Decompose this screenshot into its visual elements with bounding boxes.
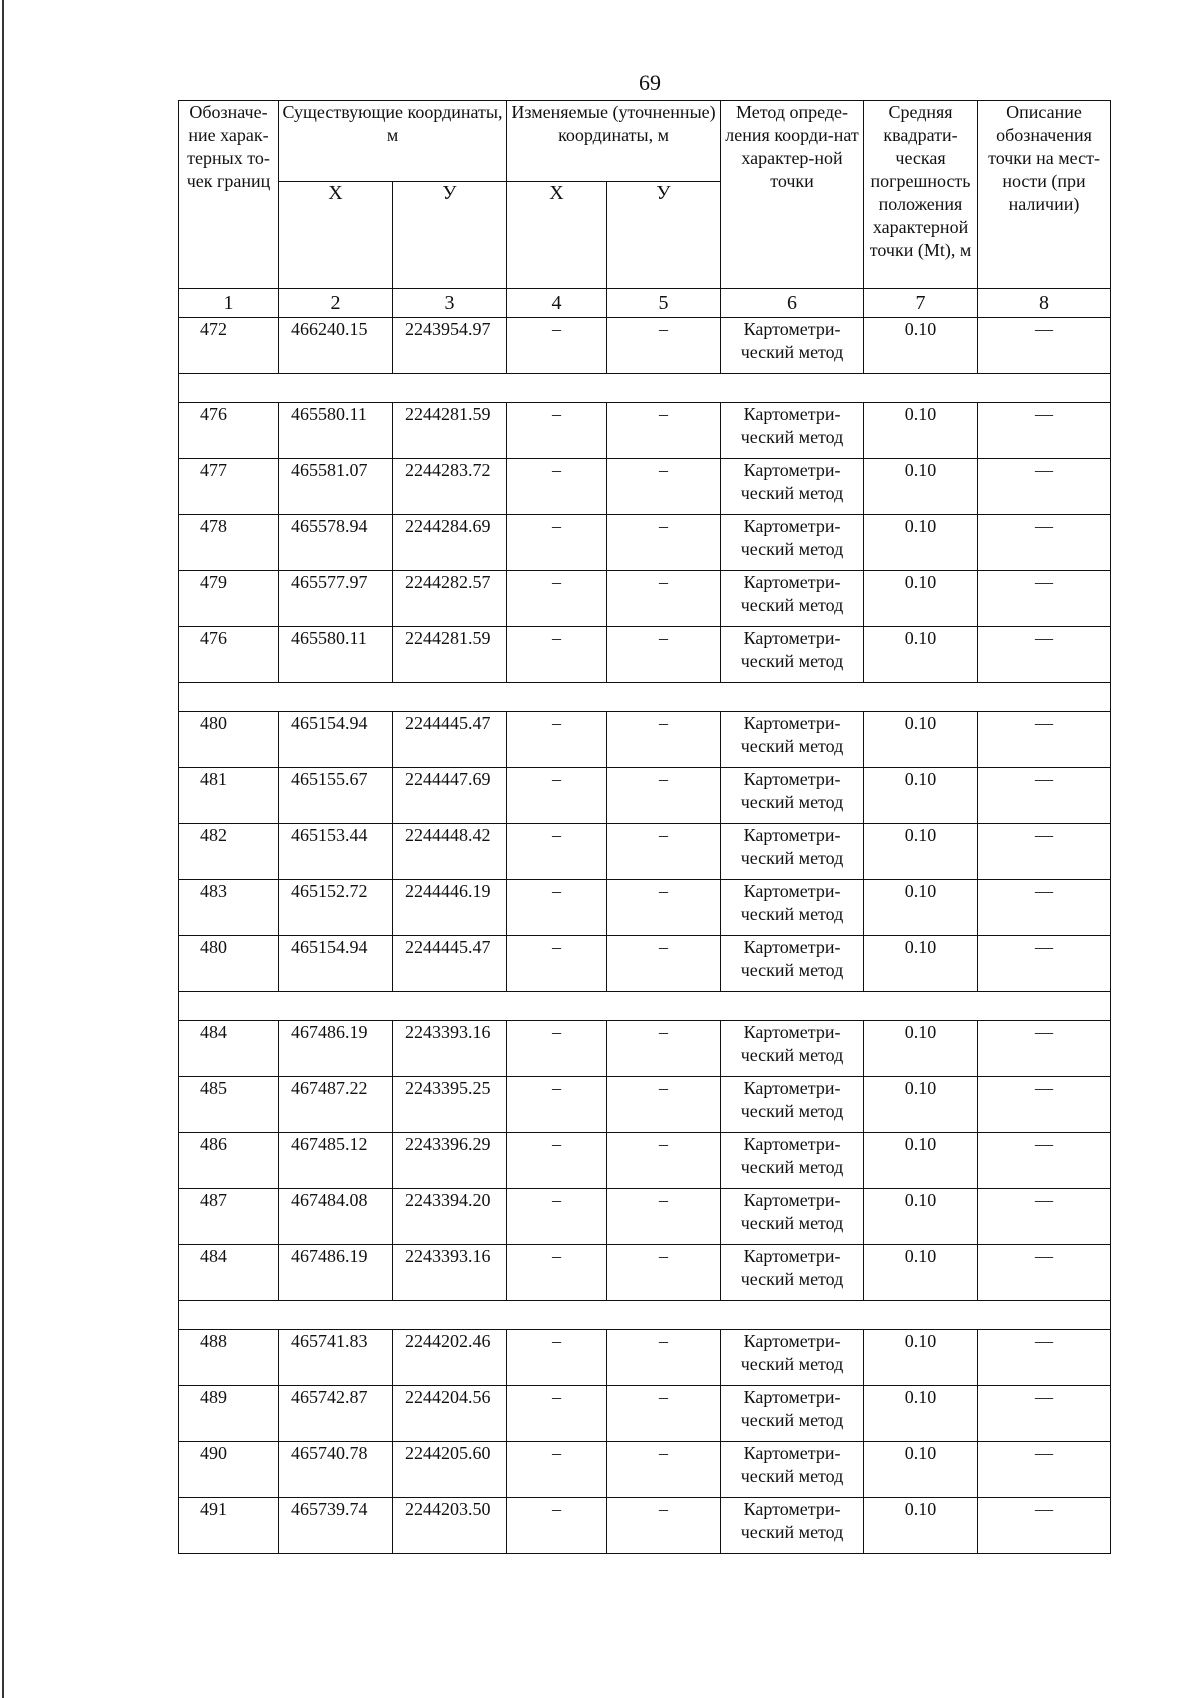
- point-id-cell: 478: [179, 515, 279, 571]
- existing-y-cell: 2243393.16: [393, 1021, 507, 1077]
- method-cell: Картометри-ческий метод: [721, 1498, 864, 1554]
- description-cell: —: [978, 936, 1111, 992]
- existing-x-cell: 465577.97: [279, 571, 393, 627]
- existing-y-cell: 2244203.50: [393, 1498, 507, 1554]
- changed-y-cell: –: [607, 1442, 721, 1498]
- separator-cell: [179, 992, 1111, 1021]
- table-row: [179, 403, 1111, 459]
- point-id-cell: 476: [179, 403, 279, 459]
- separator-row: [179, 992, 1111, 1021]
- header-changed-coords: Изменяемые (уточненные) координаты, м: [507, 101, 721, 182]
- mean-error-cell: 0.10: [864, 1442, 978, 1498]
- existing-y-cell: 2244281.59: [393, 403, 507, 459]
- changed-y-cell: –: [607, 459, 721, 515]
- description-cell: —: [978, 1498, 1111, 1554]
- table-row: [179, 515, 1111, 571]
- existing-y-cell: 2244283.72: [393, 459, 507, 515]
- description-cell: —: [978, 880, 1111, 936]
- mean-error-cell: 0.10: [864, 1021, 978, 1077]
- table-row: [179, 1442, 1111, 1498]
- method-cell: Картометри-ческий метод: [721, 1442, 864, 1498]
- mean-error-cell: 0.10: [864, 936, 978, 992]
- table-body: [179, 318, 1111, 1554]
- changed-x-cell: –: [507, 1021, 607, 1077]
- header-existing-x: X: [279, 182, 393, 289]
- table-row: [179, 318, 1111, 374]
- existing-y-cell: 2244448.42: [393, 824, 507, 880]
- column-number-row: [179, 289, 1111, 318]
- separator-cell: [179, 374, 1111, 403]
- table-row: [179, 1021, 1111, 1077]
- description-cell: —: [978, 1189, 1111, 1245]
- separator-row: [179, 1301, 1111, 1330]
- existing-y-cell: 2244282.57: [393, 571, 507, 627]
- header-existing-coords: Существующие координаты, м: [279, 101, 507, 182]
- header-existing-y: У: [393, 182, 507, 289]
- mean-error-cell: 0.10: [864, 824, 978, 880]
- method-cell: Картометри-ческий метод: [721, 824, 864, 880]
- existing-x-cell: 467485.12: [279, 1133, 393, 1189]
- method-cell: Картометри-ческий метод: [721, 768, 864, 824]
- changed-y-cell: –: [607, 824, 721, 880]
- column-number: 8: [978, 289, 1111, 318]
- description-cell: —: [978, 824, 1111, 880]
- method-cell: Картометри-ческий метод: [721, 459, 864, 515]
- existing-y-cell: 2243394.20: [393, 1189, 507, 1245]
- description-cell: —: [978, 1330, 1111, 1386]
- method-cell: Картометри-ческий метод: [721, 1021, 864, 1077]
- existing-x-cell: 465154.94: [279, 712, 393, 768]
- column-number: 2: [279, 289, 393, 318]
- separator-cell: [179, 1301, 1111, 1330]
- table-row: [179, 571, 1111, 627]
- existing-x-cell: 467487.22: [279, 1077, 393, 1133]
- header-mean-error: Средняя квадрати-ческая погрешность положения характерной точки (Mt), м: [864, 101, 978, 289]
- changed-y-cell: –: [607, 1133, 721, 1189]
- existing-x-cell: 465155.67: [279, 768, 393, 824]
- existing-x-cell: 465740.78: [279, 1442, 393, 1498]
- changed-y-cell: –: [607, 1077, 721, 1133]
- description-cell: —: [978, 1442, 1111, 1498]
- changed-y-cell: –: [607, 403, 721, 459]
- changed-x-cell: –: [507, 1442, 607, 1498]
- point-id-cell: 480: [179, 712, 279, 768]
- existing-x-cell: 465153.44: [279, 824, 393, 880]
- table-row: [179, 1189, 1111, 1245]
- description-cell: —: [978, 1133, 1111, 1189]
- point-id-cell: 487: [179, 1189, 279, 1245]
- point-id-cell: 479: [179, 571, 279, 627]
- table-row: [179, 824, 1111, 880]
- point-id-cell: 486: [179, 1133, 279, 1189]
- changed-x-cell: –: [507, 1189, 607, 1245]
- changed-y-cell: –: [607, 712, 721, 768]
- table-row: [179, 880, 1111, 936]
- existing-x-cell: 465581.07: [279, 459, 393, 515]
- changed-y-cell: –: [607, 1386, 721, 1442]
- table-row: [179, 936, 1111, 992]
- mean-error-cell: 0.10: [864, 318, 978, 374]
- changed-x-cell: –: [507, 880, 607, 936]
- point-id-cell: 489: [179, 1386, 279, 1442]
- mean-error-cell: 0.10: [864, 880, 978, 936]
- point-id-cell: 484: [179, 1245, 279, 1301]
- changed-x-cell: –: [507, 1245, 607, 1301]
- method-cell: Картометри-ческий метод: [721, 712, 864, 768]
- point-id-cell: 485: [179, 1077, 279, 1133]
- changed-x-cell: –: [507, 768, 607, 824]
- column-number: 6: [721, 289, 864, 318]
- method-cell: Картометри-ческий метод: [721, 318, 864, 374]
- separator-row: [179, 683, 1111, 712]
- column-number: 3: [393, 289, 507, 318]
- existing-y-cell: 2244284.69: [393, 515, 507, 571]
- point-id-cell: 480: [179, 936, 279, 992]
- table-row: [179, 1498, 1111, 1554]
- separator-row: [179, 374, 1111, 403]
- description-cell: —: [978, 318, 1111, 374]
- changed-y-cell: –: [607, 1498, 721, 1554]
- existing-y-cell: 2243395.25: [393, 1077, 507, 1133]
- changed-x-cell: –: [507, 824, 607, 880]
- changed-y-cell: –: [607, 627, 721, 683]
- mean-error-cell: 0.10: [864, 1189, 978, 1245]
- changed-x-cell: –: [507, 627, 607, 683]
- mean-error-cell: 0.10: [864, 515, 978, 571]
- existing-x-cell: 465154.94: [279, 936, 393, 992]
- method-cell: Картометри-ческий метод: [721, 571, 864, 627]
- mean-error-cell: 0.10: [864, 403, 978, 459]
- table-row: [179, 1330, 1111, 1386]
- existing-y-cell: 2244445.47: [393, 936, 507, 992]
- column-number: 7: [864, 289, 978, 318]
- existing-y-cell: 2244204.56: [393, 1386, 507, 1442]
- existing-x-cell: 465152.72: [279, 880, 393, 936]
- description-cell: —: [978, 1077, 1111, 1133]
- changed-y-cell: –: [607, 318, 721, 374]
- changed-y-cell: –: [607, 515, 721, 571]
- coordinates-table: [178, 100, 1111, 1554]
- table-row: [179, 1077, 1111, 1133]
- mean-error-cell: 0.10: [864, 768, 978, 824]
- table-row: [179, 1245, 1111, 1301]
- method-cell: Картометри-ческий метод: [721, 403, 864, 459]
- mean-error-cell: 0.10: [864, 1245, 978, 1301]
- description-cell: —: [978, 459, 1111, 515]
- description-cell: —: [978, 1386, 1111, 1442]
- changed-x-cell: –: [507, 1077, 607, 1133]
- point-id-cell: 482: [179, 824, 279, 880]
- changed-x-cell: –: [507, 403, 607, 459]
- existing-x-cell: 467486.19: [279, 1245, 393, 1301]
- changed-x-cell: –: [507, 712, 607, 768]
- existing-y-cell: 2244447.69: [393, 768, 507, 824]
- method-cell: Картометри-ческий метод: [721, 515, 864, 571]
- table-row: [179, 1386, 1111, 1442]
- existing-x-cell: 465580.11: [279, 403, 393, 459]
- changed-y-cell: –: [607, 936, 721, 992]
- point-id-cell: 483: [179, 880, 279, 936]
- existing-y-cell: 2244446.19: [393, 880, 507, 936]
- description-cell: —: [978, 515, 1111, 571]
- changed-y-cell: –: [607, 571, 721, 627]
- description-cell: —: [978, 571, 1111, 627]
- changed-x-cell: –: [507, 318, 607, 374]
- method-cell: Картометри-ческий метод: [721, 1133, 864, 1189]
- header-method: Метод опреде-ления коорди-нат характер-ной точки: [721, 101, 864, 289]
- existing-x-cell: 467486.19: [279, 1021, 393, 1077]
- description-cell: —: [978, 403, 1111, 459]
- header-description: Описание обозначения точки на мест-ности (при наличии): [978, 101, 1111, 289]
- method-cell: Картометри-ческий метод: [721, 1189, 864, 1245]
- mean-error-cell: 0.10: [864, 1077, 978, 1133]
- changed-x-cell: –: [507, 1330, 607, 1386]
- point-id-cell: 484: [179, 1021, 279, 1077]
- point-id-cell: 488: [179, 1330, 279, 1386]
- method-cell: Картометри-ческий метод: [721, 1245, 864, 1301]
- changed-x-cell: –: [507, 1133, 607, 1189]
- existing-x-cell: 465739.74: [279, 1498, 393, 1554]
- changed-x-cell: –: [507, 1386, 607, 1442]
- point-id-cell: 481: [179, 768, 279, 824]
- existing-x-cell: 467484.08: [279, 1189, 393, 1245]
- table-row: [179, 768, 1111, 824]
- changed-x-cell: –: [507, 936, 607, 992]
- header-changed-y: У: [607, 182, 721, 289]
- description-cell: —: [978, 768, 1111, 824]
- header-point-designation: Обозначе-ние харак-терных то-чек границ: [179, 101, 279, 289]
- description-cell: —: [978, 712, 1111, 768]
- existing-y-cell: 2243396.29: [393, 1133, 507, 1189]
- changed-y-cell: –: [607, 1021, 721, 1077]
- table-row: [179, 627, 1111, 683]
- existing-x-cell: 465742.87: [279, 1386, 393, 1442]
- changed-x-cell: –: [507, 571, 607, 627]
- changed-x-cell: –: [507, 1498, 607, 1554]
- method-cell: Картометри-ческий метод: [721, 880, 864, 936]
- mean-error-cell: 0.10: [864, 1330, 978, 1386]
- mean-error-cell: 0.10: [864, 627, 978, 683]
- method-cell: Картометри-ческий метод: [721, 1330, 864, 1386]
- description-cell: —: [978, 627, 1111, 683]
- existing-y-cell: 2244205.60: [393, 1442, 507, 1498]
- page-number: 69: [639, 70, 661, 95]
- mean-error-cell: 0.10: [864, 712, 978, 768]
- description-cell: —: [978, 1021, 1111, 1077]
- existing-x-cell: 466240.15: [279, 318, 393, 374]
- separator-cell: [179, 683, 1111, 712]
- existing-y-cell: 2244445.47: [393, 712, 507, 768]
- changed-x-cell: –: [507, 515, 607, 571]
- existing-y-cell: 2244281.59: [393, 627, 507, 683]
- changed-y-cell: –: [607, 1330, 721, 1386]
- method-cell: Картометри-ческий метод: [721, 1077, 864, 1133]
- changed-y-cell: –: [607, 1189, 721, 1245]
- point-id-cell: 476: [179, 627, 279, 683]
- method-cell: Картометри-ческий метод: [721, 1386, 864, 1442]
- header-changed-x: X: [507, 182, 607, 289]
- existing-y-cell: 2244202.46: [393, 1330, 507, 1386]
- existing-y-cell: 2243954.97: [393, 318, 507, 374]
- existing-x-cell: 465578.94: [279, 515, 393, 571]
- method-cell: Картометри-ческий метод: [721, 627, 864, 683]
- mean-error-cell: 0.10: [864, 1133, 978, 1189]
- table-row: [179, 1133, 1111, 1189]
- existing-y-cell: 2243393.16: [393, 1245, 507, 1301]
- changed-y-cell: –: [607, 1245, 721, 1301]
- method-cell: Картометри-ческий метод: [721, 936, 864, 992]
- mean-error-cell: 0.10: [864, 571, 978, 627]
- changed-x-cell: –: [507, 459, 607, 515]
- point-id-cell: 491: [179, 1498, 279, 1554]
- point-id-cell: 472: [179, 318, 279, 374]
- table-row: [179, 459, 1111, 515]
- changed-y-cell: –: [607, 768, 721, 824]
- mean-error-cell: 0.10: [864, 1386, 978, 1442]
- column-number: 4: [507, 289, 607, 318]
- scan-edge-line: [2, 0, 4, 1698]
- existing-x-cell: 465741.83: [279, 1330, 393, 1386]
- point-id-cell: 490: [179, 1442, 279, 1498]
- mean-error-cell: 0.10: [864, 1498, 978, 1554]
- column-number: 5: [607, 289, 721, 318]
- changed-y-cell: –: [607, 880, 721, 936]
- point-id-cell: 477: [179, 459, 279, 515]
- existing-x-cell: 465580.11: [279, 627, 393, 683]
- table-row: [179, 712, 1111, 768]
- column-number: 1: [179, 289, 279, 318]
- description-cell: —: [978, 1245, 1111, 1301]
- mean-error-cell: 0.10: [864, 459, 978, 515]
